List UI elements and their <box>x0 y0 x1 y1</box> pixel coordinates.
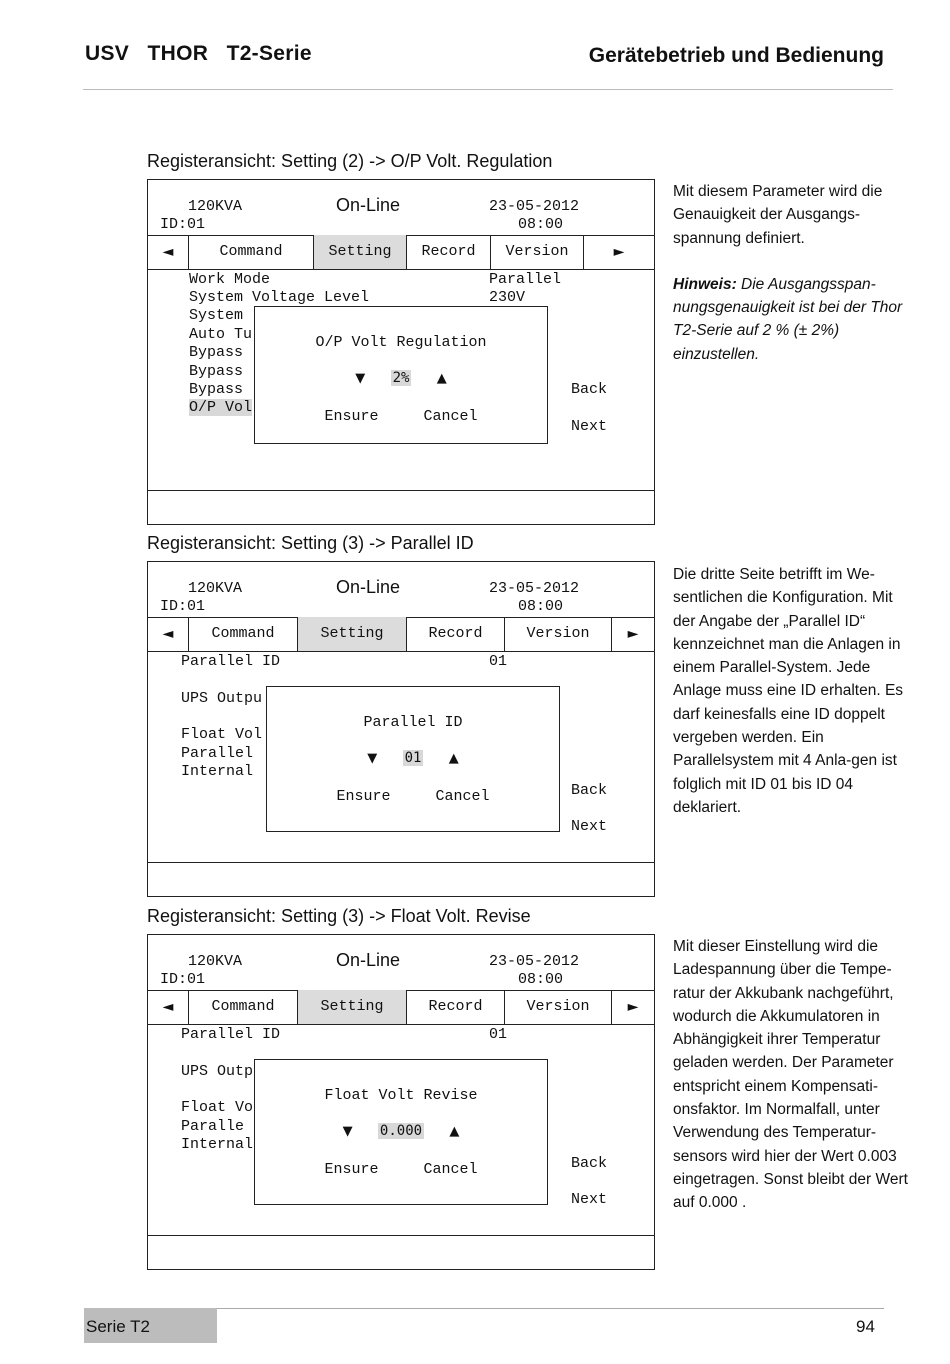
ups-screen <box>147 934 655 1270</box>
back-button[interactable]: Back <box>571 1155 608 1172</box>
header-left-title: USV THOR T2-Serie <box>85 42 312 65</box>
page-number: 94 <box>856 1317 875 1336</box>
dialog-buttons <box>267 788 559 805</box>
tab-record[interactable]: Record <box>407 235 491 269</box>
next-button[interactable]: Next <box>571 1191 608 1208</box>
ups-screen <box>147 179 655 525</box>
ensure-button[interactable]: Ensure <box>324 408 379 425</box>
section-caption: Registeransicht: Setting (3) -> Float Volt. Revise <box>147 906 531 926</box>
description-note <box>673 273 918 366</box>
kva-label: 120KVA <box>188 198 243 215</box>
status-label: On-Line <box>336 950 401 970</box>
decrease-icon[interactable]: ▼ <box>342 1124 353 1139</box>
id-label: ID:01 <box>160 598 206 615</box>
tab-setting[interactable]: Setting <box>298 617 407 651</box>
time-label: 08:00 <box>518 971 564 988</box>
cancel-button[interactable]: Cancel <box>423 1161 478 1178</box>
tab-next-arrow[interactable]: ► <box>627 999 639 1015</box>
header-right-title: Gerätebetrieb und Bedienung <box>588 44 884 67</box>
screen-footer-bar <box>148 1235 654 1269</box>
settings-row[interactable]: Internal <box>181 763 254 780</box>
note-text: Die Ausgangsspan-nungsgenauigkeit ist bei der Thor T2-Serie auf 2 % (± 2%) einzustellen. <box>673 275 903 363</box>
time-label: 08:00 <box>518 216 564 233</box>
ups-screen <box>147 561 655 897</box>
setting-dialog <box>254 1059 548 1205</box>
kva-label: 120KVA <box>188 953 243 970</box>
tab-command[interactable]: Command <box>189 990 298 1024</box>
tab-command[interactable]: Command <box>189 235 314 269</box>
back-button[interactable]: Back <box>571 782 608 799</box>
dialog-value-stepper[interactable] <box>255 370 547 386</box>
description-text: Mit dieser Einstellung wird die Ladespannung über die Tempe-ratur der Akkubank nachgeführt, wodurch die Akkumulatoren in Abhängigkeit ihrer Temperatur geladen werden. Der Parameter entspricht einem Kompensati-onsfaktor. Im Normalfall, unter Verwendung des Temperatur-sensors wird hier der Wert 0.003 eingetragen. Sonst bleibt der Wert auf 0.000 . <box>673 938 908 1212</box>
decrease-icon[interactable]: ▼ <box>355 371 366 386</box>
kva-label: 120KVA <box>188 580 243 597</box>
description-text: Mit diesem Parameter wird die Genauigkeit der Ausgangs-spannung definiert. <box>673 183 883 247</box>
increase-icon[interactable]: ▲ <box>448 751 459 766</box>
settings-row-value: 01 <box>489 653 508 670</box>
status-label: On-Line <box>336 195 401 215</box>
dialog-value-stepper[interactable] <box>255 1123 547 1139</box>
settings-row[interactable]: Paralle <box>181 1118 245 1135</box>
screen-status-bar <box>148 562 654 618</box>
increase-icon[interactable]: ▲ <box>436 371 447 386</box>
footer-series-label: Serie T2 <box>86 1317 150 1336</box>
note-label: Hinweis: <box>673 275 737 293</box>
settings-row-selected[interactable]: O/P Vol <box>189 399 253 416</box>
screen-tabs <box>148 990 654 1025</box>
tab-version[interactable]: Version <box>491 235 584 269</box>
settings-row-value: Parallel <box>489 271 562 288</box>
settings-row-value: 230V <box>489 289 526 306</box>
settings-row[interactable]: Bypass <box>189 381 244 398</box>
increase-icon[interactable]: ▲ <box>449 1124 460 1139</box>
settings-row[interactable]: System <box>189 307 244 324</box>
settings-row[interactable]: Parallel <box>181 745 254 762</box>
dialog-title: Float Volt Revise <box>324 1087 478 1104</box>
dialog-value[interactable]: 01 <box>404 750 422 766</box>
cancel-button[interactable]: Cancel <box>435 788 490 805</box>
dialog-buttons <box>255 1161 547 1178</box>
footer-divider <box>217 1308 884 1309</box>
settings-row[interactable]: Auto Tu <box>189 326 253 343</box>
section-description <box>673 935 918 1215</box>
screen-tabs <box>148 235 654 270</box>
settings-row[interactable]: Float Vo <box>181 1099 254 1116</box>
dialog-value[interactable]: 0.000 <box>379 1123 423 1139</box>
tab-next-arrow[interactable]: ► <box>613 244 625 260</box>
ensure-button[interactable]: Ensure <box>324 1161 379 1178</box>
tab-setting[interactable]: Setting <box>314 235 407 269</box>
description-text: Die dritte Seite betrifft im We-sentlichen die Konfiguration. Mit der Angabe der „Parallel ID“ kennzeichnet man die Anlagen in einem Parallel-System. Jede Anlage muss eine ID erhalten. Es darf keinesfalls eine ID doppelt vergeben werden. Ein Parallelsystem mit 4 Anla-gen ist folglich mit ID 01 bis ID 04 deklariert. <box>673 566 904 816</box>
settings-row[interactable]: Parallel ID <box>181 1026 281 1043</box>
section-description <box>673 180 918 366</box>
date-label: 23-05-2012 <box>489 580 580 597</box>
settings-row[interactable]: Parallel ID <box>181 653 281 670</box>
dialog-title: Parallel ID <box>363 714 463 731</box>
tab-setting[interactable]: Setting <box>298 990 407 1024</box>
screen-footer-bar <box>148 490 654 524</box>
screen-status-bar <box>148 180 654 236</box>
tab-version[interactable]: Version <box>505 617 612 651</box>
dialog-title: O/P Volt Regulation <box>315 334 487 351</box>
tab-prev-arrow[interactable]: ◄ <box>148 617 189 651</box>
time-label: 08:00 <box>518 598 564 615</box>
next-button[interactable]: Next <box>571 818 608 835</box>
settings-row[interactable]: Bypass <box>189 363 244 380</box>
ensure-button[interactable]: Ensure <box>336 788 391 805</box>
date-label: 23-05-2012 <box>489 198 580 215</box>
status-label: On-Line <box>336 577 401 597</box>
id-label: ID:01 <box>160 971 206 988</box>
dialog-value[interactable]: 2% <box>392 370 410 386</box>
settings-row[interactable]: Bypass <box>189 344 244 361</box>
tab-prev-arrow[interactable]: ◄ <box>148 235 189 269</box>
tab-prev-arrow[interactable]: ◄ <box>148 990 189 1024</box>
decrease-icon[interactable]: ▼ <box>367 751 378 766</box>
section-description <box>673 563 918 819</box>
tab-record[interactable]: Record <box>407 617 505 651</box>
back-button[interactable]: Back <box>571 381 608 398</box>
next-button[interactable]: Next <box>571 418 608 435</box>
tab-record[interactable]: Record <box>407 990 505 1024</box>
dialog-value-stepper[interactable] <box>267 750 559 766</box>
settings-row[interactable]: UPS Outp <box>181 1063 254 1080</box>
header-divider <box>83 89 893 90</box>
settings-row[interactable]: Internal <box>181 1136 254 1153</box>
settings-row-value: 01 <box>489 1026 508 1043</box>
screen-tabs <box>148 617 654 652</box>
date-label: 23-05-2012 <box>489 953 580 970</box>
settings-row[interactable]: System Voltage Level <box>189 289 370 306</box>
section-caption: Registeransicht: Setting (3) -> Parallel ID <box>147 533 474 553</box>
screen-footer-bar <box>148 862 654 896</box>
tab-command[interactable]: Command <box>189 617 298 651</box>
dialog-buttons <box>255 408 547 425</box>
settings-row[interactable]: Work Mode <box>189 271 271 288</box>
tab-next-arrow[interactable]: ► <box>627 626 639 642</box>
screen-status-bar <box>148 935 654 991</box>
setting-dialog <box>254 306 548 444</box>
setting-dialog <box>266 686 560 832</box>
settings-row[interactable]: Float Vol <box>181 726 263 743</box>
tab-version[interactable]: Version <box>505 990 612 1024</box>
cancel-button[interactable]: Cancel <box>423 408 478 425</box>
id-label: ID:01 <box>160 216 206 233</box>
settings-row[interactable]: UPS Outpu <box>181 690 263 707</box>
section-caption: Registeransicht: Setting (2) -> O/P Volt. Regulation <box>147 151 553 171</box>
